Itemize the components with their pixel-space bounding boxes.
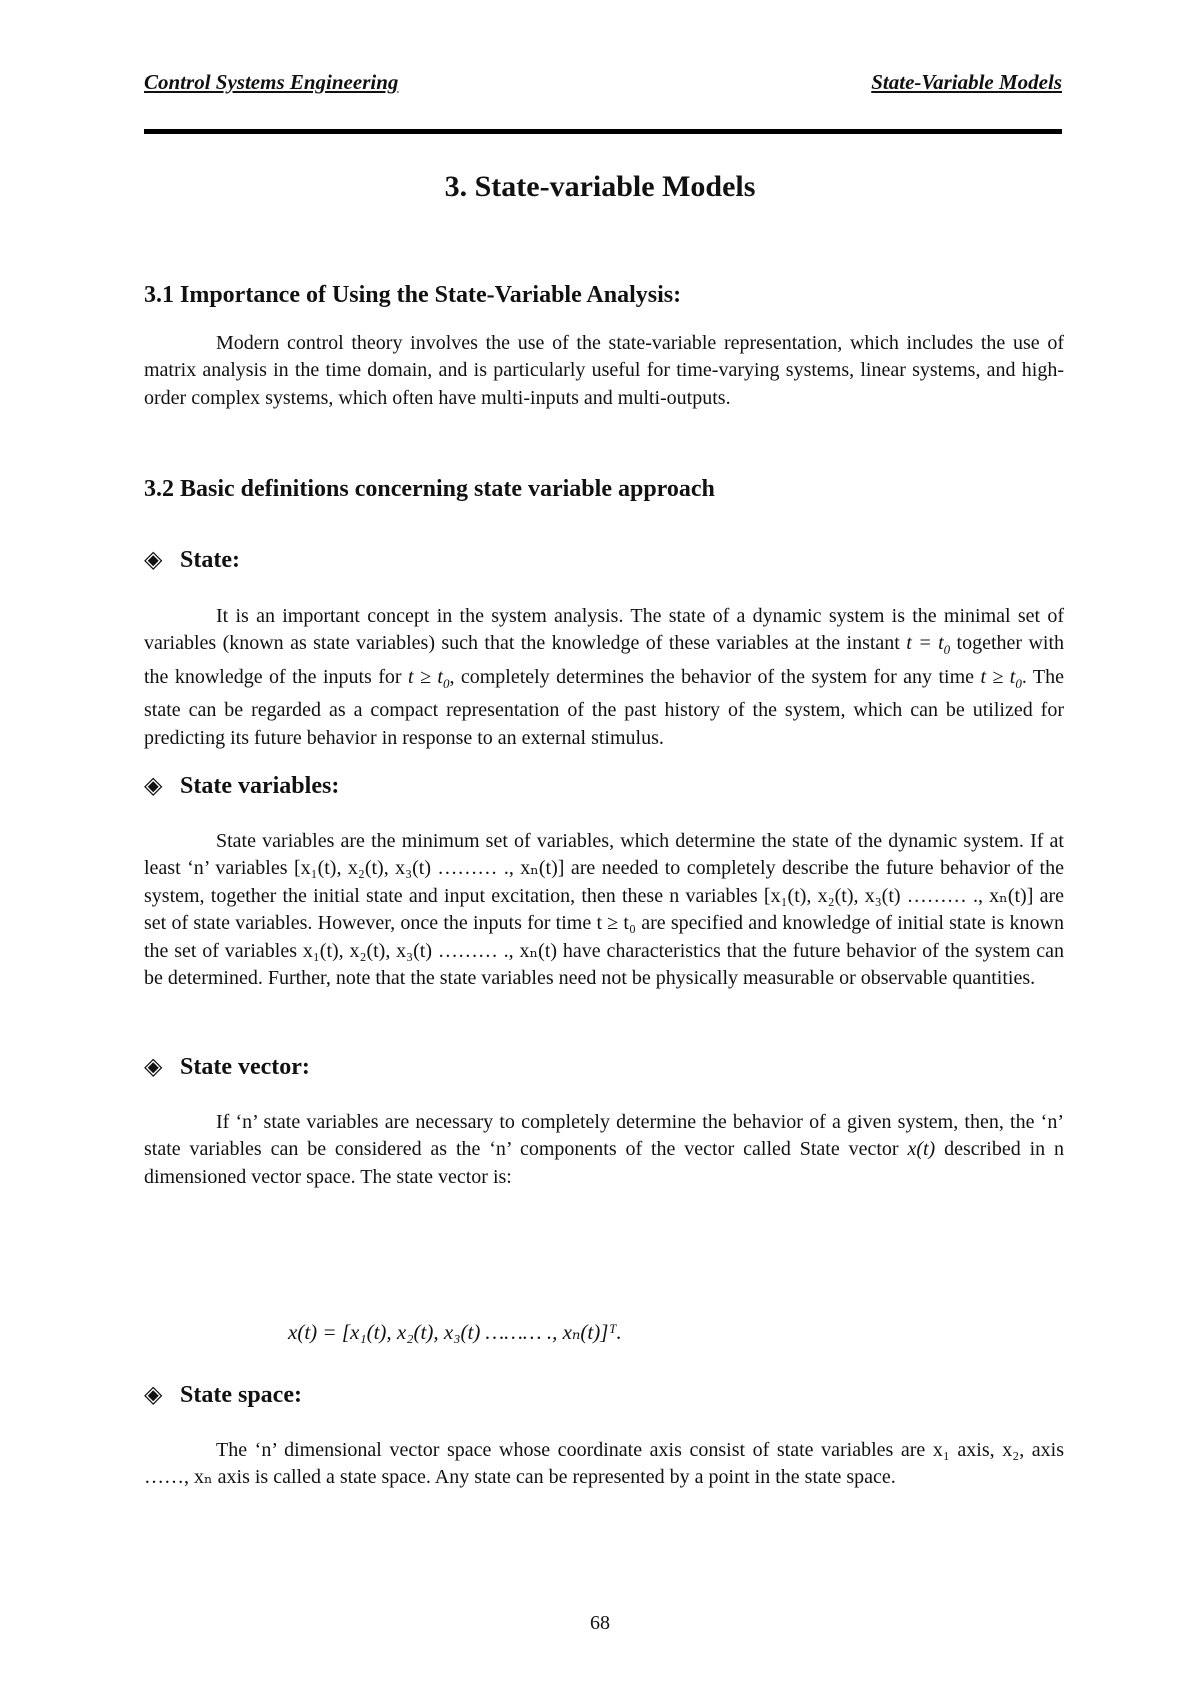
diamond-bullet-icon: ◈ (144, 1054, 163, 1080)
state-space-paragraph: The ‘n’ dimensional vector space whose coordinate axis consist of state variables are x₁ axis, x₂, axis ……, xₙ axis is called a state space. Any state can be represented by a point in the state space. (144, 1439, 1064, 1489)
state-space-heading: ◈ State space: (144, 1382, 302, 1408)
page-number: 68 (590, 1612, 610, 1634)
section-3-2-heading: 3.2 Basic definitions concerning state variable approach (144, 476, 715, 502)
diamond-bullet-icon: ◈ (144, 1382, 163, 1408)
state-paragraph: It is an important concept in the system analysis. The state of a dynamic system is the minimal set of variables (known as state variables) such that the knowledge of these variables at the instant $t = t_0$ together with the knowledge of the inputs for $t \ge t_0$, completely determines the behavior of the system for any time $t \ge t_0$. The state can be regarded as a compact representation of the past history of the system, which can be utilized for predicting its future behavior in response to an external stimulus. (144, 605, 1065, 749)
diamond-bullet-icon: ◈ (144, 547, 163, 573)
running-header (144, 70, 1062, 100)
state-variables-paragraph: State variables are the minimum set of variables, which determine the state of the dynamic system. If at least ‘n’ variables [x₁(t), x₂(t), x₃(t) ……… ., xₙ(t)] are needed to completely describe the future behavior of the system, together the initial state and input excitation, then these n variables [x₁(t), x₂(t), x₃(t) ……… ., xₙ(t)] are set of state variables. However, once the inputs for time t ≥ t₀ are specified and knowledge of initial state is known the set of variables x₁(t), x₂(t), x₃(t) ……… ., xₙ(t) have characteristics that the future behavior of the system can be determined. Further, note that the state variables need not be physically measurable or observable quantities. (144, 830, 1064, 990)
state-heading: ◈ State: (144, 547, 240, 573)
header-rule (144, 129, 1062, 134)
state-variables-heading: ◈ State variables: (144, 773, 340, 799)
state-vector-equation: x(t) = [x₁(t), x₂(t), x₃(t) ……… ., xₙ(t)]ᵀ. (288, 1320, 622, 1344)
state-vector-paragraph: If ‘n’ state variables are necessary to completely determine the behavior of a given system, then, the ‘n’ state variables can be considered as the ‘n’ components of the vector called State vector x(t) described in n dimensioned vector space. The state vector is: (144, 1111, 1065, 1188)
chapter-title: 3. State-variable Models (444, 170, 756, 203)
diamond-bullet-icon: ◈ (144, 773, 163, 799)
section-3-1-heading: 3.1 Importance of Using the State-Variable Analysis: (144, 282, 682, 308)
section-3-1-paragraph: Modern control theory involves the use of the state-variable representation, which includes the use of matrix analysis in the time domain, and is particularly useful for time-varying systems, linear systems, and high-order complex systems, which often have multi-inputs and multi-outputs. (144, 332, 1064, 409)
header-book-title: Control Systems Engineering (144, 70, 399, 94)
state-vector-heading: ◈ State vector: (144, 1054, 310, 1080)
header-chapter-title: State-Variable Models (871, 70, 1062, 94)
